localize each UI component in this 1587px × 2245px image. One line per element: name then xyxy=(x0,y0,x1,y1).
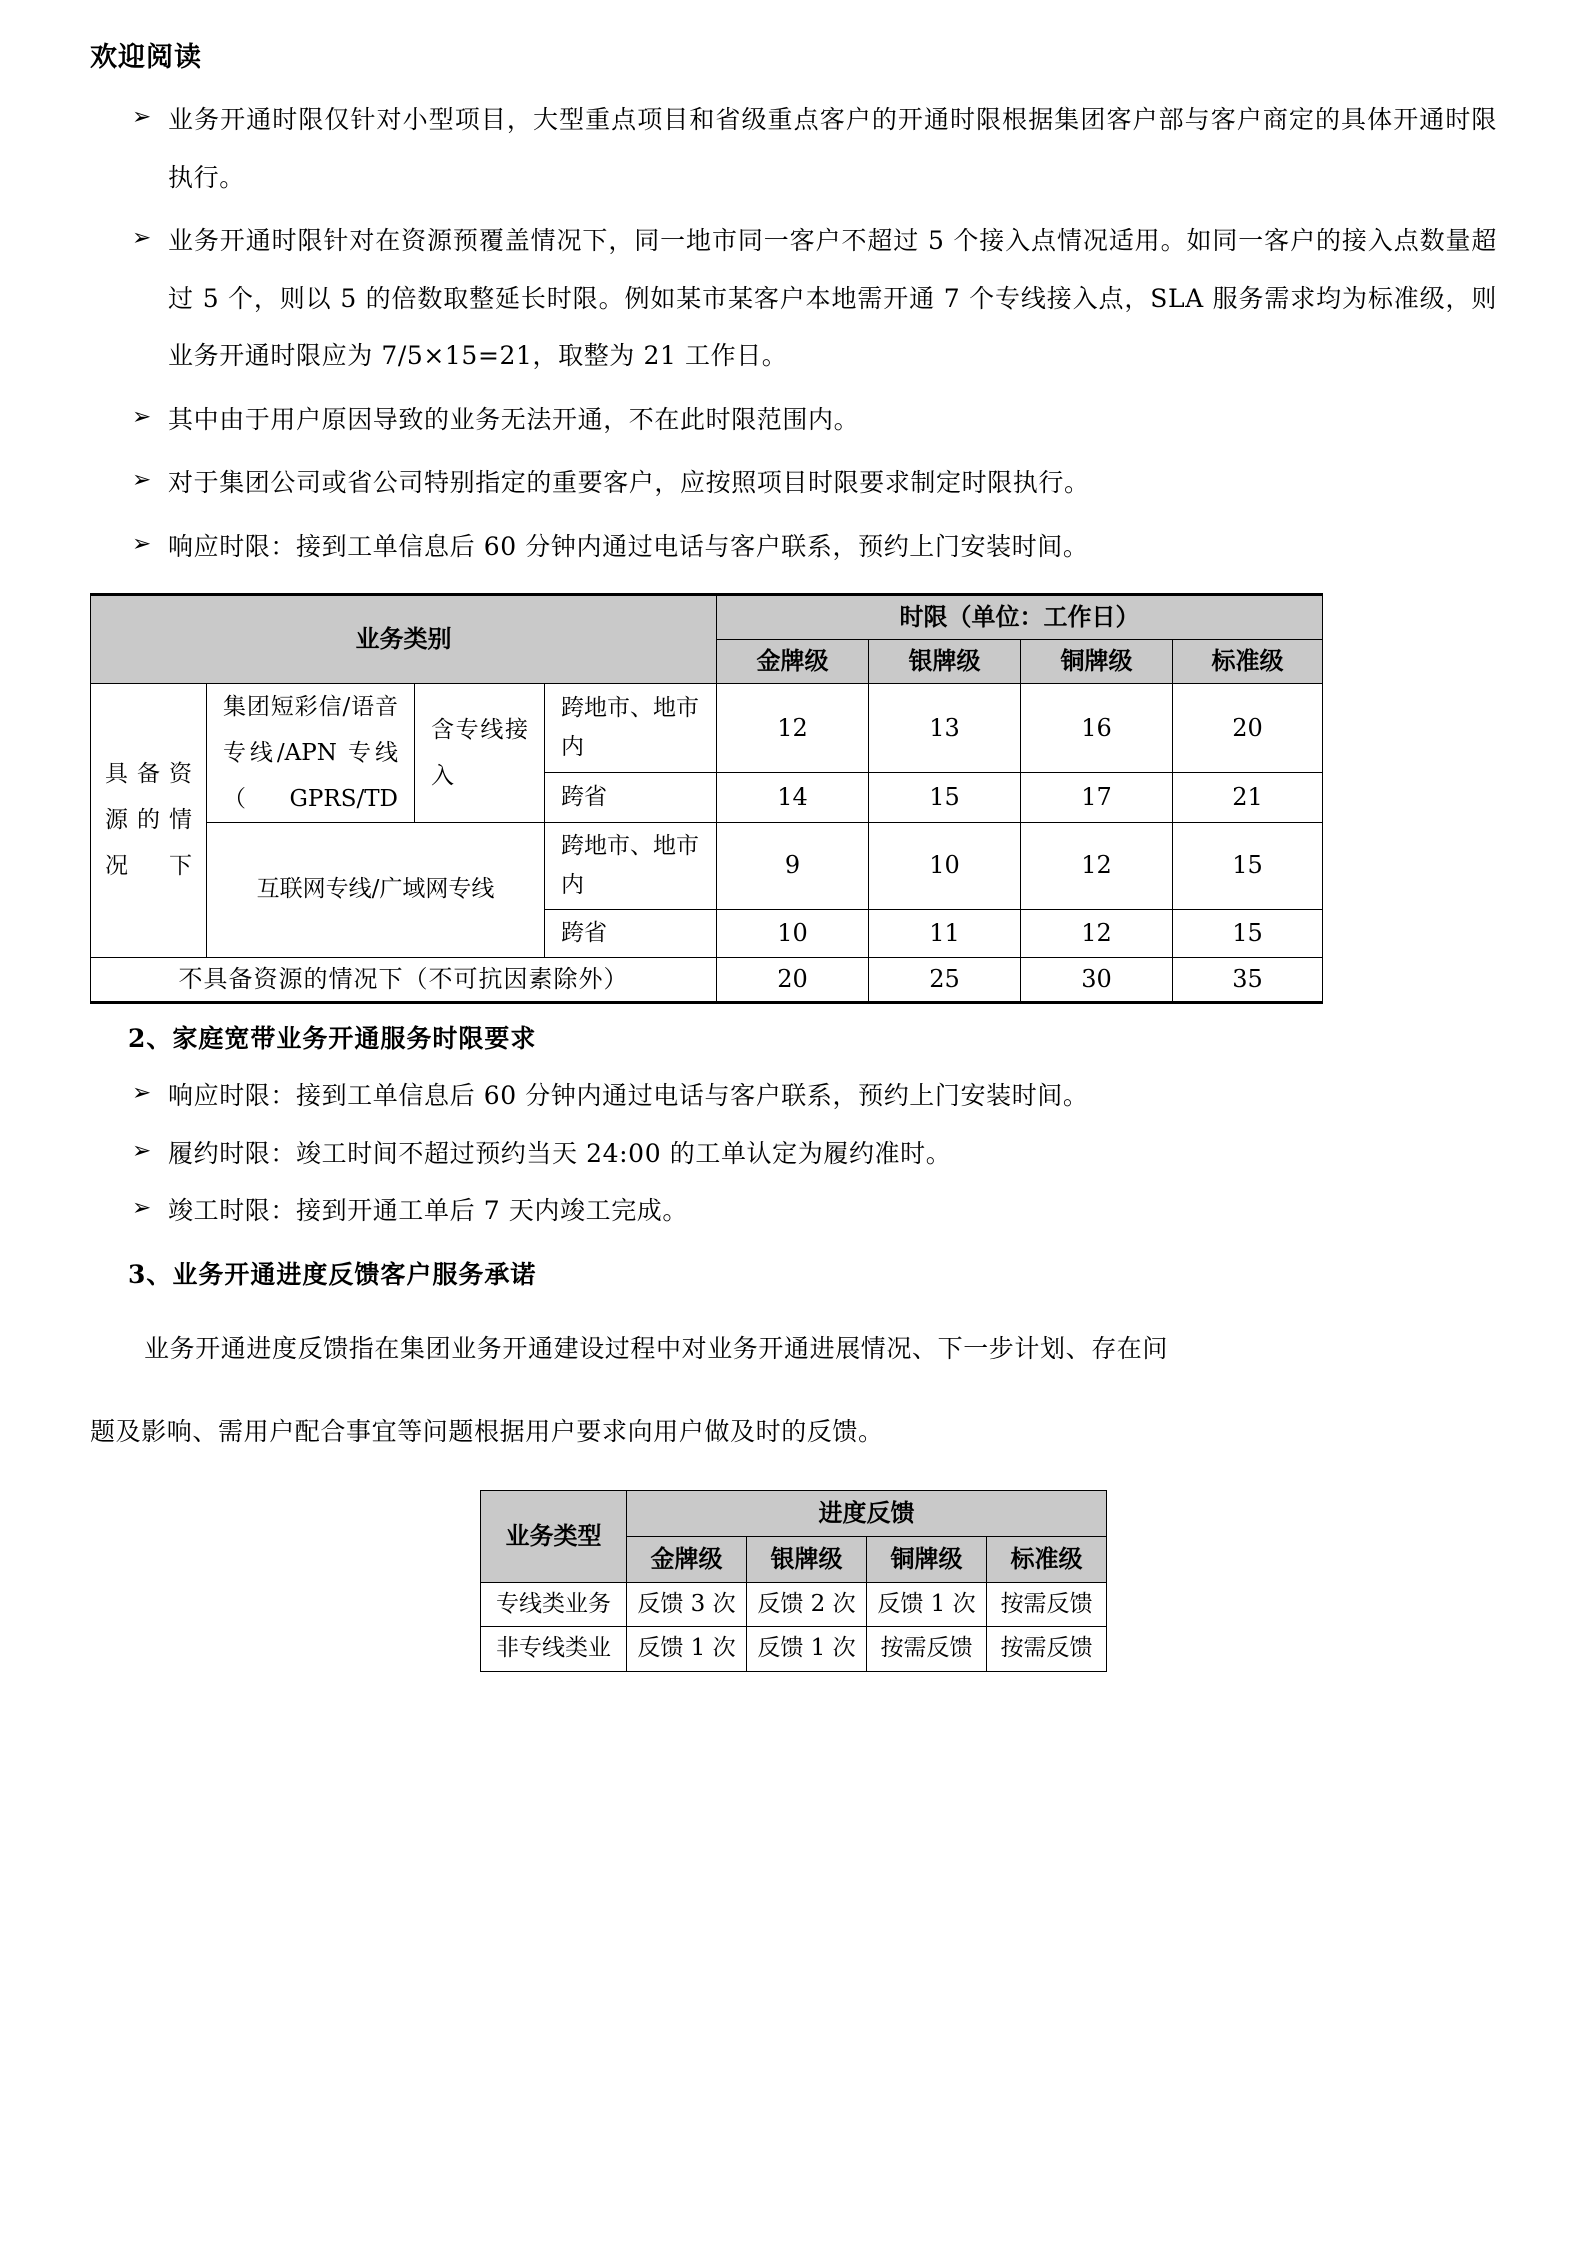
arrow-bullet-icon: ➢ xyxy=(132,1137,152,1164)
arrow-bullet-icon: ➢ xyxy=(132,1195,152,1222)
cell-value-silver: 13 xyxy=(869,683,1021,773)
cell-scope: 跨地市、地市内 xyxy=(545,683,717,773)
cell-value-standard: 20 xyxy=(1173,683,1323,773)
cell-value-gold: 14 xyxy=(717,773,869,822)
header-level-bronze: 铜牌级 xyxy=(1021,639,1173,683)
cell-value-gold: 20 xyxy=(717,957,869,1002)
list-item xyxy=(90,1067,1497,1125)
list-item-text: 其中由于用户原因导致的业务无法开通，不在此时限范围内。 xyxy=(168,404,860,434)
cell-value-gold: 12 xyxy=(717,683,869,773)
cell-value-silver: 10 xyxy=(869,822,1021,909)
cell-service-type-2: 互联网专线/广域网专线 xyxy=(207,822,545,957)
header-level-gold: 金牌级 xyxy=(627,1537,747,1583)
header-level-gold: 金牌级 xyxy=(717,639,869,683)
table-header-row xyxy=(481,1491,1107,1537)
list-item xyxy=(90,91,1497,206)
cell-value-bronze: 12 xyxy=(1021,822,1173,909)
cell-scope: 跨省 xyxy=(545,773,717,822)
arrow-bullet-icon: ➢ xyxy=(132,225,152,252)
table-header-row xyxy=(91,595,1323,640)
cell-resource-available: 具备资源的情况下 xyxy=(91,683,207,957)
header-level-standard: 标准级 xyxy=(987,1537,1107,1583)
arrow-bullet-icon: ➢ xyxy=(132,1080,152,1107)
list-item xyxy=(90,212,1497,385)
cell-value-gold: 反馈 3 次 xyxy=(627,1582,747,1626)
cell-value-standard: 15 xyxy=(1173,822,1323,909)
arrow-bullet-icon: ➢ xyxy=(132,530,152,557)
top-bullet-list xyxy=(90,91,1497,575)
arrow-bullet-icon: ➢ xyxy=(132,467,152,494)
section-3-paragraph-line-1: 业务开通进度反馈指在集团业务开通建设过程中对业务开通进展情况、下一步计划、存在问 xyxy=(144,1334,1169,1364)
cell-access-type: 含专线接入 xyxy=(415,683,545,822)
cell-value-standard: 15 xyxy=(1173,909,1323,957)
cell-value-bronze: 30 xyxy=(1021,957,1173,1002)
header-category: 业务类别 xyxy=(91,595,717,684)
header-business-type: 业务类型 xyxy=(481,1491,627,1583)
list-item xyxy=(90,454,1497,512)
progress-feedback-table xyxy=(480,1490,1107,1671)
list-item-text: 对于集团公司或省公司特别指定的重要客户，应按照项目时限要求制定时限执行。 xyxy=(168,468,1090,498)
arrow-bullet-icon: ➢ xyxy=(132,104,152,131)
list-item xyxy=(90,391,1497,449)
cell-value-standard: 21 xyxy=(1173,773,1323,822)
cell-value-silver: 反馈 2 次 xyxy=(747,1582,867,1626)
arrow-bullet-icon: ➢ xyxy=(132,403,152,430)
cell-value-silver: 15 xyxy=(869,773,1021,822)
list-item xyxy=(90,1125,1497,1183)
cell-value-bronze: 反馈 1 次 xyxy=(867,1582,987,1626)
list-item-text: 竣工时限：接到开通工单后 7 天内竣工完成。 xyxy=(168,1196,689,1226)
cell-business-type: 非专线类业 xyxy=(481,1627,627,1671)
list-item-text: 履约时限：竣工时间不超过预约当天 24:00 的工单认定为履约准时。 xyxy=(168,1138,952,1168)
list-item xyxy=(90,1182,1497,1240)
header-level-standard: 标准级 xyxy=(1173,639,1323,683)
cell-value-silver: 25 xyxy=(869,957,1021,1002)
cell-value-gold: 反馈 1 次 xyxy=(627,1627,747,1671)
cell-value-bronze: 17 xyxy=(1021,773,1173,822)
section-2-heading: 2、家庭宽带业务开通服务时限要求 xyxy=(128,1023,537,1053)
section-2-bullet-list xyxy=(90,1067,1497,1240)
list-item-text: 业务开通时限仅针对小型项目，大型重点项目和省级重点客户的开通时限根据集团客户部与客户商定的具体开通时限执行。 xyxy=(168,105,1497,192)
list-item xyxy=(90,518,1497,576)
header-group: 时限（单位：工作日） xyxy=(717,595,1323,640)
header-progress-feedback: 进度反馈 xyxy=(627,1491,1107,1537)
table-row xyxy=(91,822,1323,909)
cell-value-standard: 按需反馈 xyxy=(987,1627,1107,1671)
cell-value-bronze: 按需反馈 xyxy=(867,1627,987,1671)
cell-business-type: 专线类业务 xyxy=(481,1582,627,1626)
header-level-bronze: 铜牌级 xyxy=(867,1537,987,1583)
cell-resource-unavailable: 不具备资源的情况下（不可抗因素除外） xyxy=(91,957,717,1002)
header-level-silver: 银牌级 xyxy=(747,1537,867,1583)
table-row xyxy=(91,683,1323,773)
section-3-heading: 3、业务开通进度反馈客户服务承诺 xyxy=(128,1259,537,1289)
service-timeline-table xyxy=(90,593,1323,1004)
section-3-paragraph-line-2: 题及影响、需用户配合事宜等问题根据用户要求向用户做及时的反馈。 xyxy=(90,1416,884,1446)
cell-scope: 跨省 xyxy=(545,909,717,957)
list-item-text: 响应时限：接到工单信息后 60 分钟内通过电话与客户联系，预约上门安装时间。 xyxy=(168,531,1089,561)
cell-value-silver: 11 xyxy=(869,909,1021,957)
cell-value-silver: 反馈 1 次 xyxy=(747,1627,867,1671)
table-row xyxy=(481,1627,1107,1671)
list-item-text: 响应时限：接到工单信息后 60 分钟内通过电话与客户联系，预约上门安装时间。 xyxy=(168,1081,1089,1111)
cell-value-bronze: 12 xyxy=(1021,909,1173,957)
page-title: 欢迎阅读 xyxy=(90,42,202,73)
header-level-silver: 银牌级 xyxy=(869,639,1021,683)
cell-value-standard: 35 xyxy=(1173,957,1323,1002)
cell-value-bronze: 16 xyxy=(1021,683,1173,773)
list-item-text: 业务开通时限针对在资源预覆盖情况下，同一地市同一客户不超过 5 个接入点情况适用。如同一客户的接入点数量超过 5 个，则以 5 的倍数取整延长时限。例如某市某客户本地需开通 7 个专线接入点，SLA 服务需求均为标准级，则业务开通时限应为 7/5×15=21，取整为 21 工作日。 xyxy=(168,226,1497,371)
cell-service-type-1: 集团短彩信/语音专线/APN 专线（GPRS/TD xyxy=(207,683,415,822)
table-footer-row xyxy=(91,957,1323,1002)
cell-value-gold: 10 xyxy=(717,909,869,957)
cell-value-standard: 按需反馈 xyxy=(987,1582,1107,1626)
cell-scope: 跨地市、地市内 xyxy=(545,822,717,909)
cell-value-gold: 9 xyxy=(717,822,869,909)
table-row xyxy=(481,1582,1107,1626)
